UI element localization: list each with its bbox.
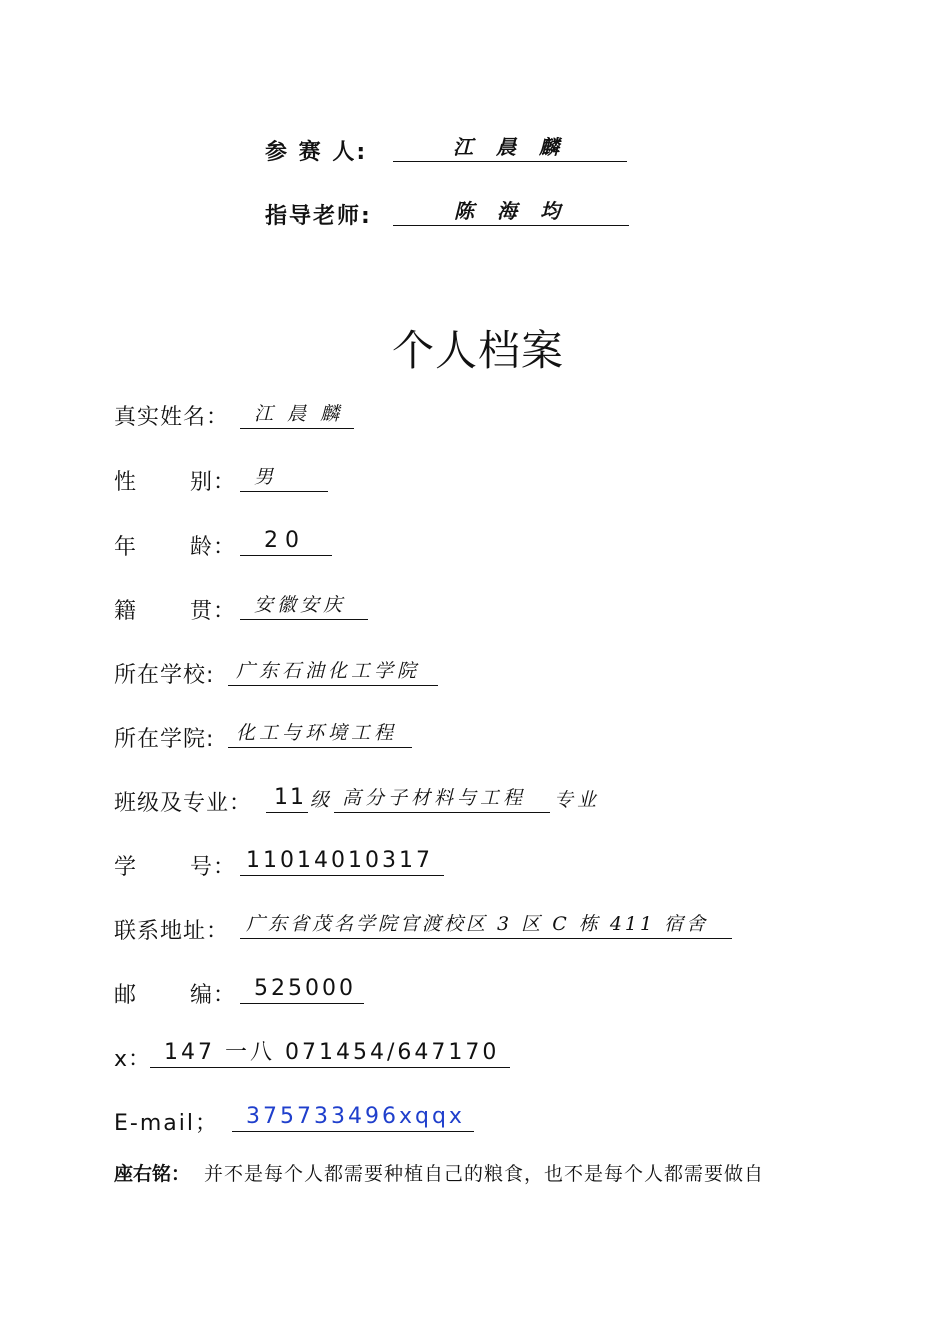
- major-suffix: 专业: [554, 789, 601, 811]
- postcode-label-a: 邮: [114, 983, 138, 1008]
- age-label-b: 龄：: [190, 535, 237, 560]
- postcode-field: 525000: [240, 974, 364, 1004]
- major-field: 高分子材料与工程: [334, 783, 550, 813]
- school-field: 广东石油化工学院: [228, 656, 438, 686]
- phone-label: x：: [114, 1047, 152, 1072]
- age-label-a: 年: [114, 535, 138, 560]
- advisor-value: 陈 海 均: [393, 197, 629, 226]
- motto-label: 座右铭：: [114, 1163, 191, 1185]
- email-label: E-mail；: [114, 1111, 219, 1136]
- age-field: 20: [240, 526, 332, 556]
- gender-field: 男: [240, 462, 328, 492]
- college-label: 所在学院:: [114, 727, 215, 752]
- participant-value: 江 晨 麟: [393, 133, 627, 162]
- student-id-label-a: 学: [114, 855, 138, 880]
- email-field[interactable]: [232, 1102, 474, 1132]
- address-label: 联系地址：: [114, 919, 230, 944]
- advisor-label: 指导老师:: [265, 204, 372, 229]
- student-id-field: 11014010317: [240, 846, 444, 876]
- gender-label-b: 别：: [190, 470, 237, 495]
- name-field: 江 晨 麟: [240, 399, 354, 429]
- name-label: 真实姓名：: [114, 405, 230, 430]
- postcode-label-b: 编：: [190, 983, 237, 1008]
- origin-label-a: 籍: [114, 599, 138, 624]
- gender-label-a: 性: [114, 470, 138, 495]
- address-field: 广东省茂名学院官渡校区 3 区 C 栋 411 宿舍: [240, 909, 732, 939]
- grade-field: 11: [266, 783, 308, 813]
- grade-suffix: 级: [310, 789, 334, 811]
- origin-label-b: 贯：: [190, 599, 237, 624]
- school-label: 所在学校:: [114, 663, 215, 688]
- participant-label: 参 赛 人:: [265, 140, 368, 165]
- email-link[interactable]: 375733496xqqx: [246, 1104, 465, 1129]
- phone-field: 147 一八 071454/647170: [150, 1038, 510, 1068]
- student-id-label-b: 号：: [190, 855, 237, 880]
- motto-text: 并不是每个人都需要种植自己的粮食，也不是每个人都需要做自: [204, 1163, 765, 1185]
- major-label: 班级及专业：: [114, 791, 253, 816]
- page-title: 个人档案: [392, 326, 565, 375]
- origin-field: 安徽安庆: [240, 590, 368, 620]
- college-field: 化工与环境工程: [228, 718, 412, 748]
